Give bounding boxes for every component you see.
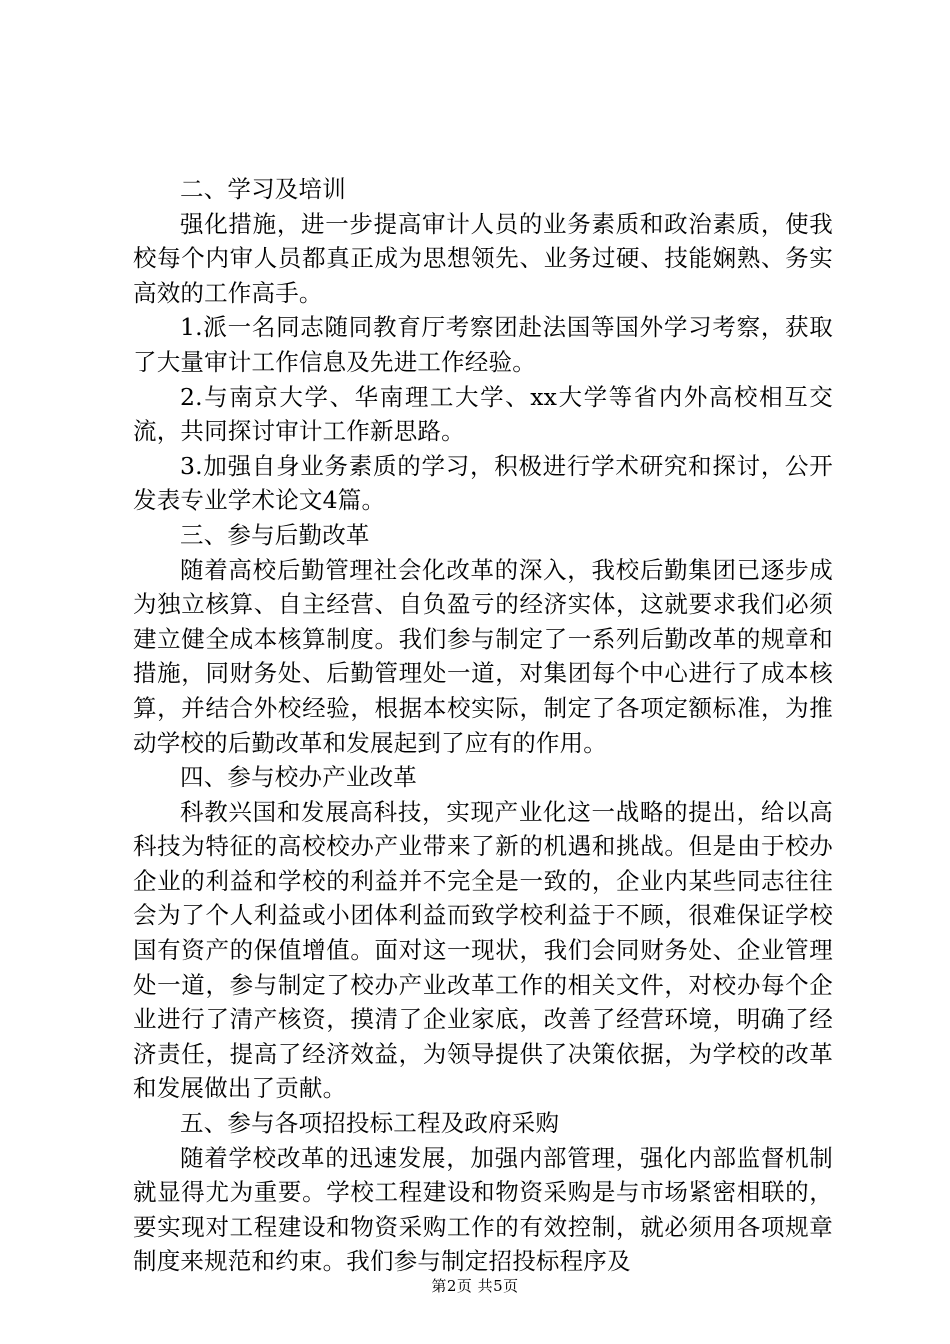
section-heading-bidding-procurement: 五、参与各项招投标工程及政府采购	[180, 1109, 560, 1138]
paragraph-study-item-2: 2.与南京大学、华南理工大学、xx大学等省内外高校相互交流，共同探讨审计工作新思路。	[133, 382, 833, 446]
paragraph-bidding-procurement: 随着学校改革的迅速发展，加强内部管理，强化内部监督机制就显得尤为重要。学校工程建设和物资采购是与市场紧密相联的，要实现对工程建设和物资采购工作的有效控制，就必须用各项规章制度来规范和约束。我们参与制定招投标程序及	[133, 1143, 833, 1276]
section-heading-study-training: 二、学习及培训	[180, 175, 346, 203]
paragraph-industry-reform: 科教兴国和发展高科技，实现产业化这一战略的提出，给以高科技为特征的高校校办产业带来了新的机遇和挑战。但是由于校办企业的利益和学校的利益并不完全是一致的，企业内某些同志往往会为了个人利益或小团体利益而致学校利益于不顾，很难保证学校国有资产的保值增值。面对这一现状，我们会同财务处、企业管理处一道，参与制定了校办产业改革工作的相关文件，对校办每个企业进行了清产核资，摸清了企业家底，改善了经营环境，明确了经济责任，提高了经济效益，为领导提供了决策依据，为学校的改革和发展做出了贡献。	[133, 797, 833, 1103]
paragraph-study-item-3: 3.加强自身业务素质的学习，积极进行学术研究和探讨，公开发表专业学术论文4篇。	[133, 451, 833, 515]
paragraph-logistics-reform: 随着高校后勤管理社会化改革的深入，我校后勤集团已逐步成为独立核算、自主经营、自负盈亏的经济实体，这就要求我们必须建立健全成本核算制度。我们参与制定了一系列后勤改革的规章和措施，同财务处、后勤管理处一道，对集团每个中心进行了成本核算，并结合外校经验，根据本校实际，制定了各项定额标准，为推动学校的后勤改革和发展起到了应有的作用。	[133, 555, 833, 757]
section-heading-logistics-reform: 三、参与后勤改革	[180, 520, 370, 549]
document-body	[133, 172, 833, 1279]
section-heading-industry-reform: 四、参与校办产业改革	[180, 763, 417, 792]
paragraph-study-item-1: 1.派一名同志随同教育厅考察团赴法国等国外学习考察，获取了大量审计工作信息及先进工作经验。	[133, 313, 833, 376]
paragraph-study-intro: 强化措施，进一步提高审计人员的业务素质和政治素质，使我校每个内审人员都真正成为思想领先、业务过硬、技能娴熟、务实高效的工作高手。	[133, 209, 833, 307]
page-number-footer: 第2页 共5页	[431, 1277, 519, 1295]
